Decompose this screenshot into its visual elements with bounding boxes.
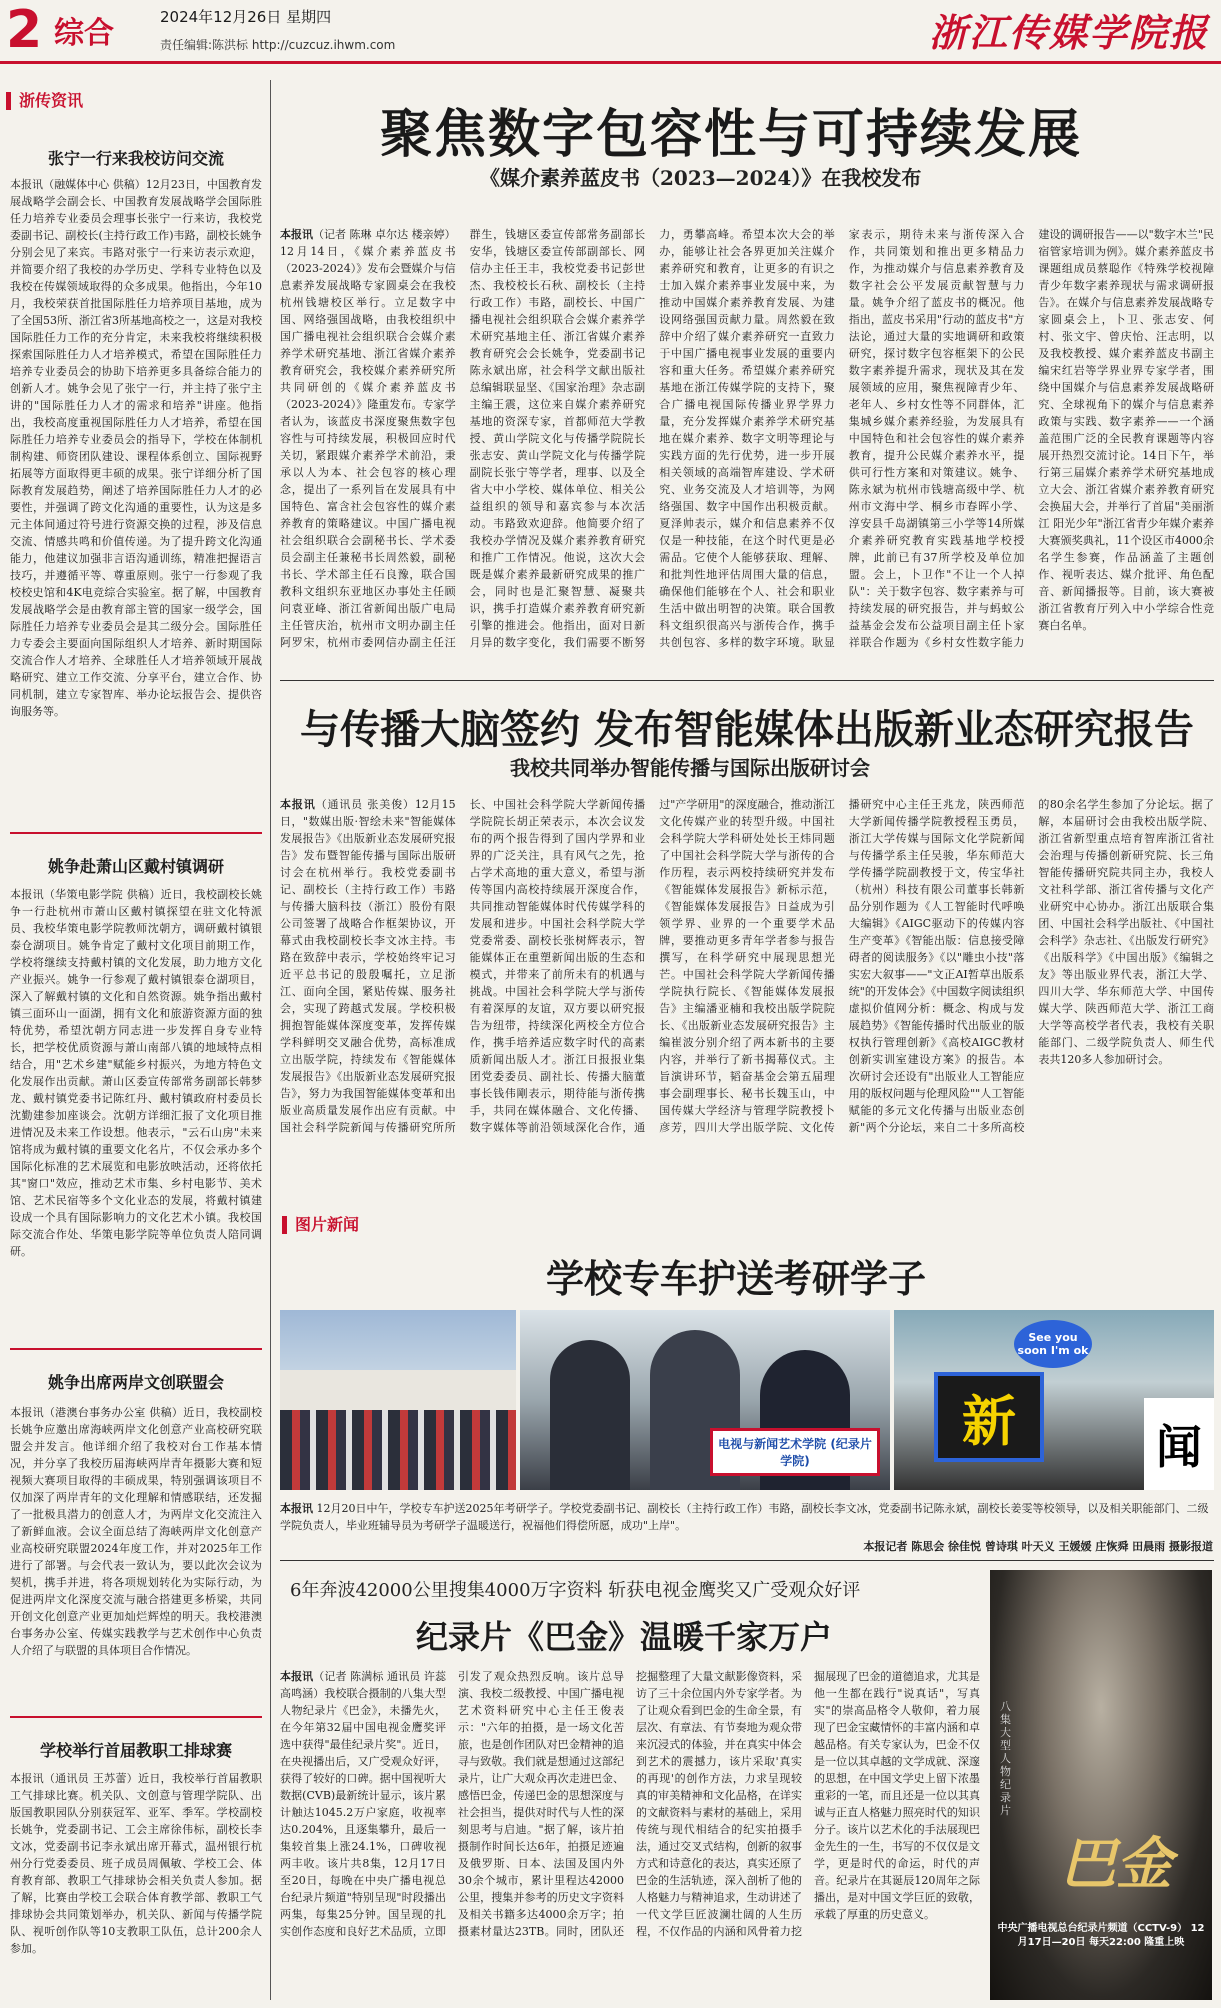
main-subheadline: 《媒介素养蓝皮书（2023—2024）》在我校发布 [480,166,922,190]
lead-label: 本报讯 [280,228,314,241]
page-number: 2 [6,0,43,60]
sign-xin: 新 [934,1372,1044,1462]
photo-news-tag: 图片新闻 [282,1216,359,1234]
article-title: 张宁一行来我校访问交流 [47,149,224,168]
article-title: 姚争出席两岸文创联盟会 [47,1373,224,1392]
banner: 电视与新闻艺术学院 (纪录片学院) [710,1428,880,1476]
article-body: 本报讯（港澳台事务办公室 供稿）近日，我校副校长姚争应邀出席海峡两岸文化创意产业高校研究联盟会并发言。他详细介绍了我校对台工作基本情况，并分享了我校历届海峡两岸青年摄影大赛和短视频大赛项目取得的丰硕成果，特别强调该项目不仅加深了两岸青年的文化理解和情感联结，还发掘了一批极具潜力的创意人才，为两岸文化交流注入了新鲜血液。会议全面总结了海峡两岸文化创意产业高校研究联盟2024年度工作，并对2025年工作进行了部署。与会代表一致认为，要以此次会议为契机，携手并进，将各项规划转化为实际行动，为促进两岸文化深度交流与融合搭建更多桥梁，共同开创文化创意产业更加灿烂辉煌的明天。我校港澳台事务办公室、传媒实践教学与艺术创作中心负责人介绍了与联盟的具体项目合作情况。 [10,1406,262,1657]
photo-caption [280,1500,1214,1534]
divider [280,680,1214,681]
photo-credit: 本报记者 陈思会 徐佳悦 曾诗琪 叶天义 王媛媛 庄恢舜 田晨雨 摄影报道 [863,1540,1213,1553]
headline-2: 与传播大脑签约 发布智能媒体出版新业态研究报告 [300,707,1194,753]
photo-students-signs [894,1310,1214,1490]
masthead: 浙江传媒学院报 [928,10,1209,55]
section-tag: 浙传资讯 [6,92,83,110]
kicker: 6年奔波42000公里搜集4000万字资料 斩获电视金鹰奖又广受观众好评 [290,1580,861,1601]
body-text: 12月15日，"数媒出版·智绘未来"智能媒体发展报告》《出版新业态发展研究报告》发布暨智能传播与国际出版研讨会在杭州举行。我校党委副书记、副校长（主持行政工作）韦路与传播大脑科技（浙江）股份有限公司签署了战略合作框架协议，开幕式由我校副校长李文冰主持。韦路在致辞中表示，学校始终牢记习近平总书记的殷殷嘱托，立足浙江、面向全国，紧贴传媒、服务社会，实现了跨越式发展。学校积极拥抱智能媒体深度变革，发挥传媒学科鲜明交叉融合优势，高标准成立出版学院，持续发布《智能媒体发展报告》《出版新业态发展研究报告》，努力为我国智能媒体变革和出版业高质量发展作出应有贡献。中国社会科学院新闻与传播研究所所长、中国社会科学院大学新闻传播学院院长胡正荣表示，本次会议发布的两个报告得到了国内学界和业界的广泛关注，具有风气之先，抢占学术高地的重大意义，希望与浙传等国内高校持续展开深度合作，共同推动智能媒体时代传媒学科的发展和进步。中国社会科学院大学党委常委、副校长张树辉表示，智能媒体正在重塑新闻出版的生态和模式，并带来了前所未有的机遇与挑战。中国社会科学院大学与浙传有着深厚的友谊，双方要以研究报告为纽带，持续深化两校全方位合作，携手培养适应数字时代的高素质新闻出版人才。浙江日报报业集团党委委员、副社长、传播大脑董事长钱伟剛表示，期待能与浙传携手，共同在媒体融合、文化传播、数字媒体等前沿领域深化合作，通过"产学研用"的深度融合，推动浙江文化传媒产业的转型升级。中国社会科学院大学科研处处长王炜同题了中国社会科学院大学与浙传的合作历程，表示两校持续研究并发布《智能媒体发展报告》新标示范，《智能媒体发展报告》日益成为引领学界、业界的一个重要学术品牌，要推动更多青年学者参与报告撰写，在科学研究中展现思想光芒。中国社会科学院大学新闻传播学院执行院长、《智能媒体发展报告》主编潘亚楠和我校出版学院院长、《出版新业态发展研究报告》主编崔波分别介绍了两本新书的主要内容，并举行了新书揭幕仪式。主旨演讲环节，韬奋基金会第五届理事会副理事长、秘书长魏玉山，中国传媒大学经济与管理学院教授卜彦芳，四川大学出版学院、文化传播研究中心主任王兆龙，陕西师范大学新闻传播学院教授程玉勇员，浙江大学传媒与国际文化学院新闻与传播学系主任吴骏，华东师范大学传播学院副教授于文，传宝华社（杭州）科技有限公司董事长韩新品分别作题为《人工智能时代呼唤大编辑》《AIGC驱动下的传媒内容生产变革》《智能出版：信息接受障碍者的阅读服务》《以"雕虫小技"落实宏大叙事——"文正AI暂草出版系统"的开发体会》《中国数字阅读组织虚拟价值网分析：概念、构成与发展趋势》《智能传播时代出版业的版权执行管理创新》《高校AIGC教材创新实训室建设方案》的报告。本次研讨会还设有"出版业人工智能应用的版权问题与伦理风险""人工智能赋能的多元文化传播与出版业态创新"两个分论坛，来自二十多所高校的80余名学生参加了分论坛。据了解，本届研讨会由我校出版学院、浙江省新型重点培育智库浙江省社会治理与传播创新研究院、长三角智能传播研究院共同主办，我校人文社科学部、浙江省传播与文化产业研究中心协办。浙江出版联合集团、中国社会科学出版社、《中国社会科学》杂志社、《出版发行研究》《出版科学》《中国出版》《编辑之友》等出版业界代表，浙江大学、四川大学、华东师范大学、中国传媒大学、陕西师范大学、浙江工商大学等高校学者代表，我校有关职能部门、二级学院负责人、师生代表共120多人参加研讨会。 [280,798,1214,1134]
person [550,1340,630,1490]
divider [280,1560,1214,1561]
lead-label: 本报讯 [280,798,316,811]
article-body: 本报讯（华策电影学院 供稿）近日，我校副校长姚争一行赴杭州市萧山区戴村镇探望在驻文化特派员、我校华策电影学院教师沈朝方，调研戴村镇银泰仓湖项目。姚争肯定了戴村文化项目前期工作，学校将继续支持戴村镇的文化发展，助力地方文化产业振兴。姚争一行参观了戴村镇银泰仓湖项目，深入了解戴村镇的文化和自然资源。姚争指出戴村镇三面环山一面湖，拥有文化和旅游资源方面的独特优势，希望沈朝方同志进一步发挥自身专业特长，把学校优质资源与萧山南部八镇的地域特点相结合，用"艺术乡建"赋能乡村振兴，为地方特色文化发展作出贡献。萧山区委宣传部常务副部长韩梦龙、戴村镇党委书记陈红丹、戴村镇政府村委员长沈勤建参加座谈会。沈朝方详细汇报了文化项目推进情况及未来工作设想。他表示，"云石山房"未来馆将成为戴村镇的重要文化名片，不仅会承办多个国际化标准的艺术展览和电影放映活动，还将依托其"窗口"效应，推动艺术市集、乡村电影节、美术馆、艺术民宿等多个文化业态的发展，将戴村镇建设成一个具有国际影响力的文化艺术小镇。我校国际交流合作处、华策电影学院等单位负责人陪同调研。 [10,888,262,1258]
section-name: 综合 [54,16,114,51]
caption-text: 12月20日中午，学校专车护送2025年考研学子。学校党委副书记、副校长（主持行政工作）韦路，副校长李文冰，党委副书记陈永斌，副校长姜雯等校领导，以及相关职能部门、二级学院负责人，毕业班辅导员为考研学子温暖送行，祝福他们得偿所愿，成功"上岸"。 [280,1502,1209,1532]
main-article-body [280,226,1214,666]
body-text: 我校联合摄制的八集大型人物纪录片《巴金》，未播先火，在今年第32届中国电视金鹰奖评选中获得"最佳纪录片奖"。近日，在央视播出后，又广受观众好评，获得了较好的口碑。据中国视听大数据(CVB)最新统计显示，该片累计触达1045.2万户家庭，收视率达0.204%，且逐集攀升，最后一集较首集上涨24.1%，口碑收视两丰收。该片共8集，12月17日至20日，每晚在中央广播电视总台纪录片频道"特别呈现"时段播出两集，每集25分钟。国呈现的扎实创作态度和良好艺术品质，立即引发了观众热烈反响。该片总导演、我校二级教授、中国广播电视艺术资料研究中心主任王俊表示："六年的拍摄，是一场文化苦旅，也是创作团队对巴金精神的追寻与致敬。我们就是想通过这部纪录片，让广大观众再次走进巴金、感悟巴金，传递巴金的思想深度与社会担当，提供对时代与人性的深刻思考与启迪。"据了解，该片拍摄制作时间长达6年，拍摄足迹遍及俄罗斯、日本、法国及国内外30余个城市，累计里程达42000公里，搜集并参考的历史文字资料及相关书籍多达4000余万字；拍摄素材量达23TB。同时，团队还挖掘整理了大量文献影像资料，采访了三十余位国内外专家学者。为了让观众看到巴金的生命全景，有层次、有章法、有节奏地为观众带来沉浸式的体验，并在真实中体会到艺术的震撼力，该片采取'真实的再现'的创作方法，力求呈现较真的审美精神和文化品格，在详实的文献资料与素材的基础上，采用传统与现代相结合的纪实拍摄手法，通过交叉式结构，创新的叙事方式和诗意化的表达，真实还原了巴金的生活轨迹，深入剖析了他的人格魅力与精神追求，生动讲述了一代文学巨匠波澜壮阔的人生历程，不仅作品的内涵和风骨着力挖掘展现了巴金的道德追求，尤其是他一生都在践行"说真话"，写真实"的崇高品格令人敬仰，着力展现了巴金宝藏情怀的丰富内涵和卓越品格。有关专家认为，巴金不仅是一位以其卓越的文学成就、深邃的思想，在中国文学史上留下浓墨重彩的一笔，而且还是一位以其真诚与正直人格魅力照亮时代的知识分子。该片以艺术化的手法展现巴金先生的一生，书写的不仅仅是文学，更是时代的命运，时代的声音。纪录片在其诞辰120周年之际播出，是对中国文学巨匠的致敬，承载了厚重的历史意义。 [280,1670,980,1938]
poster-schedule: 中央广播电视总台纪录片频道（CCTV-9） 12月17日—20日 每天22:00 隆重上映 [997,1923,1205,1948]
sign-wen: 闻 [1144,1398,1214,1490]
article-body-2 [280,796,1214,1192]
lead-label: 本报讯 [280,1502,313,1515]
divider [10,1348,262,1350]
crowd [280,1410,516,1490]
page-header [0,0,1221,64]
column-divider [270,80,271,2000]
poster-subtitle: 八集大型人物纪录片 [1000,1700,1011,1817]
body-text: 12月14日，《媒介素养蓝皮书（2023-2024）》发布会暨媒介与信息素养发展战略专家圆桌会在我校杭州钱塘校区举行。立足数字中国、网络强国战略，由我校组织中国广播电视社会组织联合会媒介素养学术研究基地、浙江省媒介素养教育研究会，我校媒介素养研究所共同研创的《媒介素养蓝皮书（2023-2024）》隆重发布。专家学者认为，该蓝皮书深度聚焦数字包容性与可持续发展，积极回应时代关切，紧跟媒介素养学术前沿，秉承以人为本、社会包容的核心理念，提出了一系列旨在发展具有中国特色、富含社会包容性的媒介素养教育的策略建议。中国广播电视社会组织联合会副秘书长、学术委员会副主任兼秘书长周然毅，副秘书长、学术部主任石良豫，联合国教科文组织东亚地区办事处主任顾问袁亚峰、浙江省新闻出版广电局主任管庆治，杭州市文明办副主任阿罗宋，杭州市委网信办副主任汪群生，钱塘区委宣传部常务副部长安华，钱塘区委宣传部副部长、网信办主任王丰，我校党委书记彭世杰、我校校长石秋、副校长（主持行政工作）韦路，副校长、中国广播电视社会组织联合会媒介素养学术研究基地主任、浙江省媒介素养教育研究会会长姚争，党委副书记陈永斌出席，社会科学文献出版社总编辑联显坚、《国家治理》杂志副主编王震，这位来自媒介素养研究基地的资深专家，首都师范大学教授、黄山学院文化与传播学院院长张志安、黄山学院文化与传播学院副院长张宁等学者，理事、以及全省大中小学校、媒体单位、相关公益组织的领导和嘉宾参与本次活动。韦路致欢迎辞。他简要介绍了我校办学情况及媒介素养教育研究和推广工作情况。他说，这次大会既是媒介素养最新研究成果的推广会，同时也是汇聚智慧、凝聚共识，携手打造媒介素养教育研究新引擎的推进会。他指出，面对日新月异的数字变化，我们需要不断努力，勇攀高峰。希望本次大会的举办，能够让社会各界更加关注媒介素养研究和教育，让更多的有识之士加入媒介素养事业发展中来，为推动中国媒介素养教育发展、为建设网络强国贡献力量。周然毅在致辞中介绍了媒介素养研究一直致力于中国广播电视事业发展的重要内容和重大任务。希望媒介素养研究基地在浙江传媒学院的支持下，聚合广播电视国际传播业界学界力量，充分发挥媒介素养学术研究基地在媒介素养、数字文明等理论与实践方面的先行优势，进一步开展相关领域的高端智库建设、学术研究、业务交流及人才培训等，为网络强国、数字中国作出积极贡献。夏泽帅表示，媒介和信息素养不仅仅是一种技能，在这个时代更是必需品。它使个人能够获取、理解、和批判性地评估周围大量的信息，确保他们能够在个人、社会和职业生活中做出明智的决策。联合国教科文组织很高兴与浙传合作，携手共创包容、多样的数字环境。耿显家表示，期待未来与浙传深入合作，共同策划和推出更多精品力作，为推动媒介与信息素养教育及数字社会公平发展贡献智慧与力量。姚争介绍了蓝皮书的概况。他指出，蓝皮书采用"行动的蓝皮书"方法论，通过大量的实地调研和政策研究，探讨数字包容框架下的公民数字素养提升需求，现状及其在发展领域的应用，聚焦视障青少年、老年人、乡村女性等不同群体，汇集城乡媒介素养经验，为发展具有中国特色和社会包容性的媒介素养教育，提升公民媒介素养水平，提供可行性方案和对策建议。姚争、陈永斌为杭州市钱塘高级中学、杭州市文海中学、桐乡市春晖小学、淳安县千岛湖镇第三小学等14所媒介素养研究教育实践基地学校授牌，此前已有37所学校及单位加盟。会上，卜卫作"不让一个人掉队"：关于数字包容、数字素养与可持续发展的研究报告，并与蚂蚁公益基金会发布公益项目副主任卜家祥联合作题为《乡村女性数字能力建设的调研报告——以"数字木兰"民宿管家培训为例》。媒介素养蓝皮书课题组成员蔡聪作《特殊学校视障青少年数字素养现状与需求调研报告》。在媒介与信息素养发展战略专家圆桌会上，卜卫、张志安、何村、张文宇、曾庆怡、汪志明，以及我校教授、媒介素养蓝皮书副主编宋红岩等学界业界专家学者，围绕中国媒介与信息素养发展战略研究、全球视角下的媒介与信息素养政策与实践、数字素养——一个涵盖范围广泛的全民教育课题等内容展开热烈交流讨论。14日下午，举行第三届媒介素养学术研究基地成立大会、浙江省媒介素养教育研究会换届大会，并举行了首届"美丽浙江 阳光少年"浙江省青少年媒介素养大赛颁奖典礼，11个设区市4000余名学生参赛，作品涵盖了主题创作、视听表达、媒介批评、角色配音、新闻播报等。目前，该大赛被浙江省教育厅列入中小学综合性竞赛白名单。 [280,228,1214,649]
building-wall [280,1370,516,1410]
divider [10,832,262,834]
article-title: 姚争赴萧山区戴村镇调研 [47,857,224,876]
main-headline: 聚焦数字包容性与可持续发展 [380,105,1083,165]
headline-3: 纪录片《巴金》温暖千家万户 [416,1618,833,1656]
byline: （记者 陈满标 通讯员 许蕊 高鸣涵） [280,1670,446,1700]
article-body-3 [280,1668,980,2002]
photo-group [280,1310,516,1490]
article-body: 本报讯（融媒体中心 供稿）12月23日，中国教育发展战略学会副会长、中国教育发展战略学会国际胜任力培养专业委员会理事长张宁一行来访，我校党委副书记、副校长(主持行政工作)韦路，副校长姚争分别会见了来宾。韦路对张宁一行来访表示欢迎，并简要介绍了我校的办学历史、学科专业特色以及我校在传媒领域取得的众多成果。他指出，今年10月，我校荣获首批国际胜任力培养项目基地，成为了全国53所、浙江省3所基地高校之一，这是对我校国际胜任力工作的充分肯定，未来我校将继续积极探索国际胜任力人才培养模式，希望在国际胜任力培养专业委员会的协助下培养更多具备综合能力的创新人才。姚争会见了张宁一行，并主持了张宁主讲的"国际胜任力人才的需求和培养"讲座。他指出，我校高度重视国际胜任力人才培养，希望在国际胜任力培养专业委员会的指导下，学校在体制机制构建、师资团队建设、课程体系创立、国际视野拓展等方面取得更丰硕的成果。张宁详细分析了国际教育发展趋势，阐述了培养国际胜任力人才的必要性，并强调了跨文化沟通的重要性，认为这是多元主体间通过符号进行资源交换的过程，涉及信息交流、情感共鸣和价值传递。为了提升跨文化沟通能力，他建议加强非言语沟通训练，精准把握语言技巧，并遵循平等、尊重原则。张宁一行参观了我校校史馆和4K电竞综合实验室。据了解，中国教育发展战略学会是由教育部主管的国家一级学会，国际胜任力培养专业委员会是其二级分会。国际胜任力专委会主要面向国际组织人才培养、新时期国际交流合作人才培养、全球胜任人才培养领域开展战略研究、建立工作交流、分享平台，建立合作、协同机制，建立专家智库、举办论坛报告会、提供咨询服务等。 [10,178,262,718]
subheadline-2: 我校共同举办智能传播与国际出版研讨会 [510,756,870,780]
article-title: 学校举行首届教职工排球赛 [39,1741,232,1760]
editor-line: 责任编辑:陈洪标 http://cuzcuz.ihwm.com [160,38,396,52]
issue-date: 2024年12月26日 星期四 [160,8,332,26]
byline: （记者 陈琳 卓尔达 楼亲婷） [313,228,456,241]
documentary-poster [990,1570,1212,2000]
divider [10,1716,262,1718]
photo-send-off [520,1310,890,1490]
article-body: 本报讯（通讯员 王苏蕾）近日，我校举行首届教职工气排球比赛。机关队、文创意与管理学院队、出版国教职园队分别获冠军、亚军、季军。学校副校长姚争，党委副书记、工会主席徐伟标，副校长李文冰，党委副书记李永斌出席开幕式，温州银行杭州分行党委委员、班子成员周佩敏、学校工会、体育教育部、教职工气排球协会相关负责人参加。据了解，比赛由学校工会联合体育教学部、教职工气排球协会共同策划举办，机关队、新闻与传播学院队、视听创作队等10支教职工队伍，总计200余人参加。 [10,1772,262,1955]
lead-label: 本报讯 [280,1670,314,1683]
byline: （通讯员 张美俊） [315,798,415,811]
poster-title: 巴金 [1060,1831,1172,1897]
photo-headline: 学校专车护送考研学子 [546,1257,927,1301]
speech-sign: See you soon I'm ok [1014,1320,1092,1368]
